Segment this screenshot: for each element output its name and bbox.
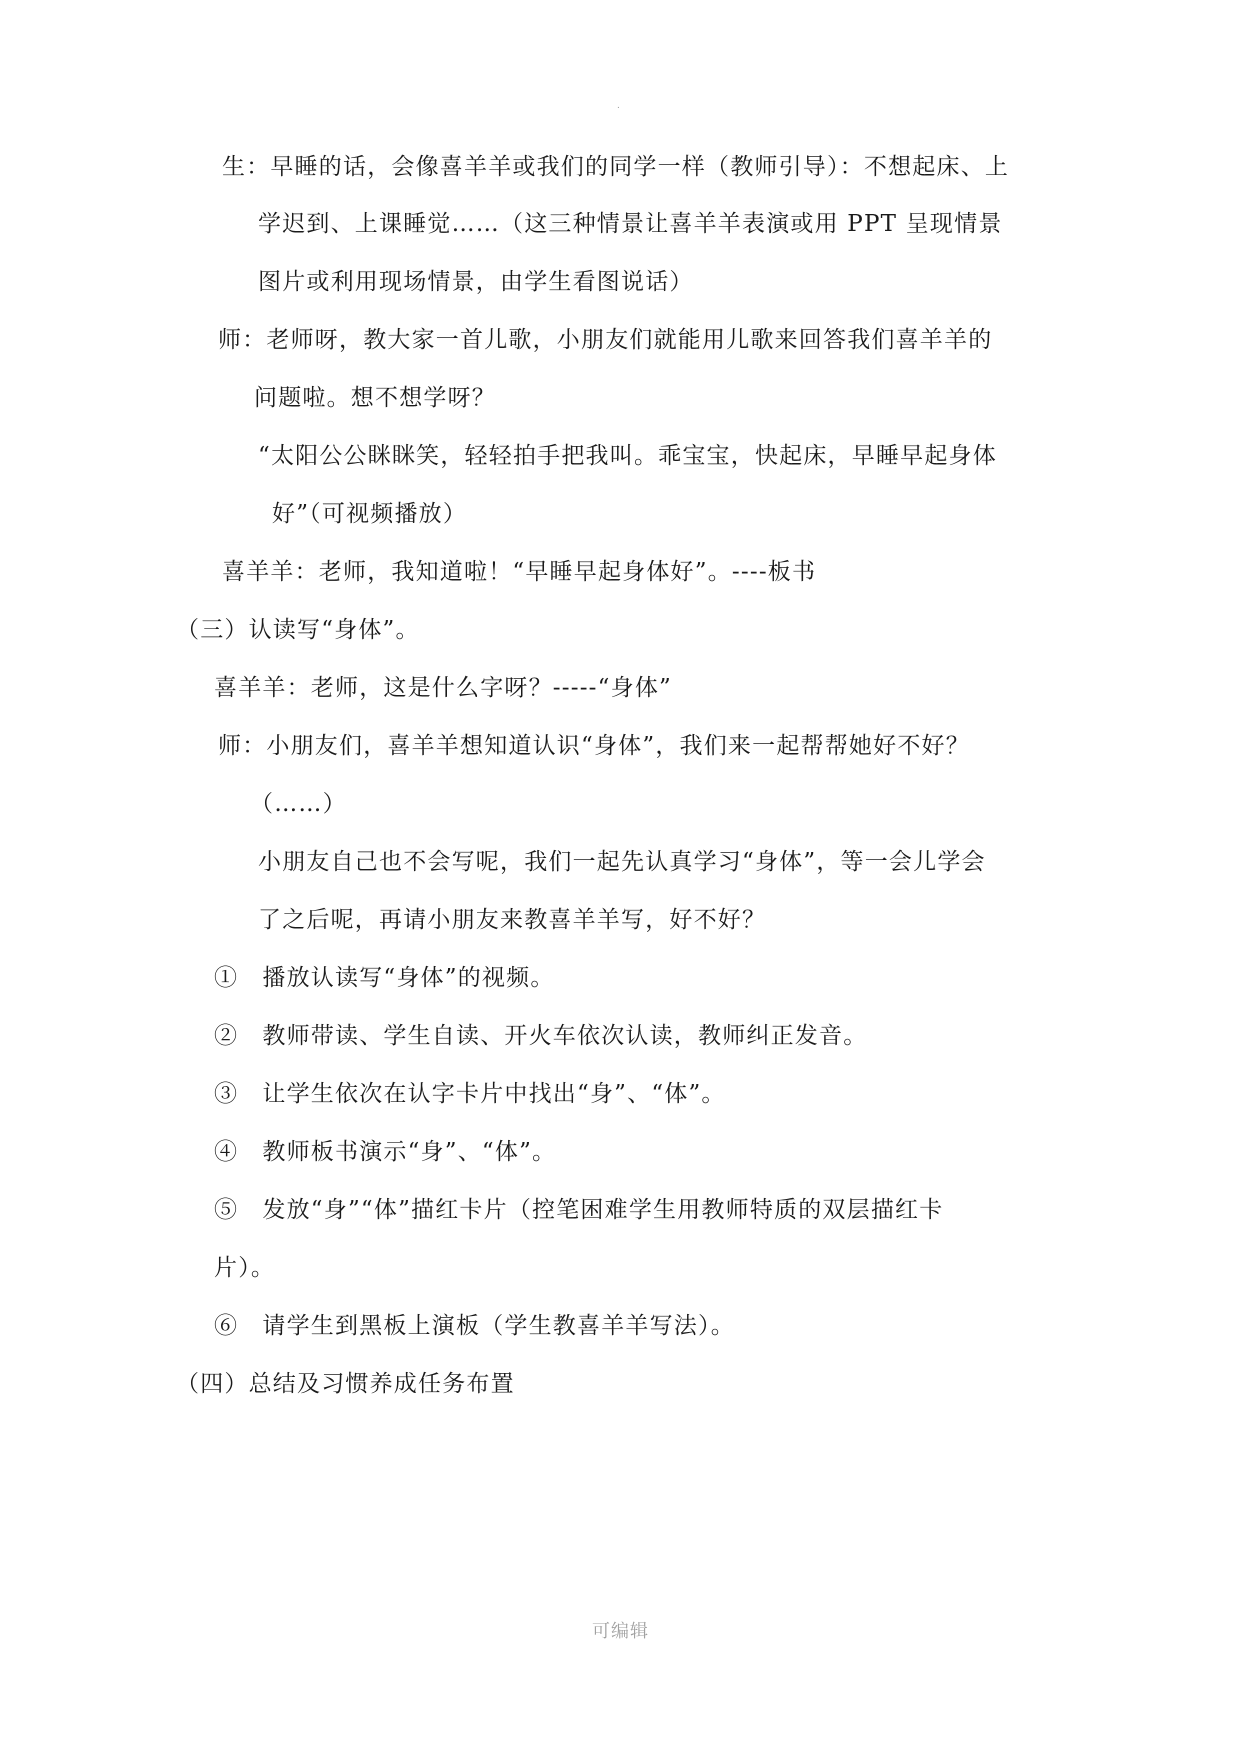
section-heading: （四）总结及习惯养成任务布置 <box>176 1371 515 1397</box>
footer-label: 可编辑 <box>592 1621 649 1641</box>
text-line: 好”（可视频播放） <box>272 501 468 527</box>
list-item: ① 播放认读写“身体”的视频。 <box>214 965 555 991</box>
header-mark: . <box>617 100 620 111</box>
text-line: 小朋友自己也不会写呢，我们一起先认真学习“身体”，等一会儿学会 <box>258 849 986 875</box>
text-line: 学迟到、上课睡觉……（这三种情景让喜羊羊表演或用 PPT 呈现情景 <box>258 211 1003 237</box>
list-item: ⑤ 发放“身”“体”描红卡片（控笔困难学生用教师特质的双层描红卡 <box>214 1197 944 1223</box>
list-item: ③ 让学生依次在认字卡片中找出“身”、“体”。 <box>214 1081 726 1107</box>
list-item: ② 教师带读、学生自读、开火车依次认读，教师纠正发音。 <box>214 1023 868 1049</box>
text-line: 师：小朋友们，喜羊羊想知道认识“身体”，我们来一起帮帮她好不好？ <box>218 733 970 759</box>
text-line: 生：早睡的话，会像喜羊羊或我们的同学一样（教师引导）：不想起床、上 <box>222 154 1010 180</box>
text-line: 图片或利用现场情景，由学生看图说话） <box>258 269 694 295</box>
text-line: （……） <box>250 791 347 817</box>
text-line: 师：老师呀，教大家一首儿歌，小朋友们就能用儿歌来回答我们喜羊羊的 <box>218 327 993 353</box>
text-line: 喜羊羊：老师，这是什么字呀？-----“身体” <box>214 675 672 701</box>
text-line: 问题啦。想不想学呀？ <box>254 385 496 411</box>
list-item: ④ 教师板书演示“身”、“体”。 <box>214 1139 557 1165</box>
text-line: 喜羊羊：老师，我知道啦！“早睡早起身体好”。----板书 <box>222 559 817 585</box>
text-line: 了之后呢，再请小朋友来教喜羊羊写，好不好？ <box>258 907 767 933</box>
list-item: ⑥ 请学生到黑板上演板（学生教喜羊羊写法）。 <box>214 1313 735 1339</box>
section-heading: （三）认读写“身体”。 <box>176 617 420 643</box>
text-line: 片）。 <box>214 1255 276 1281</box>
text-line: “太阳公公眯眯笑，轻轻拍手把我叫。乖宝宝，快起床，早睡早起身体 <box>258 443 997 469</box>
